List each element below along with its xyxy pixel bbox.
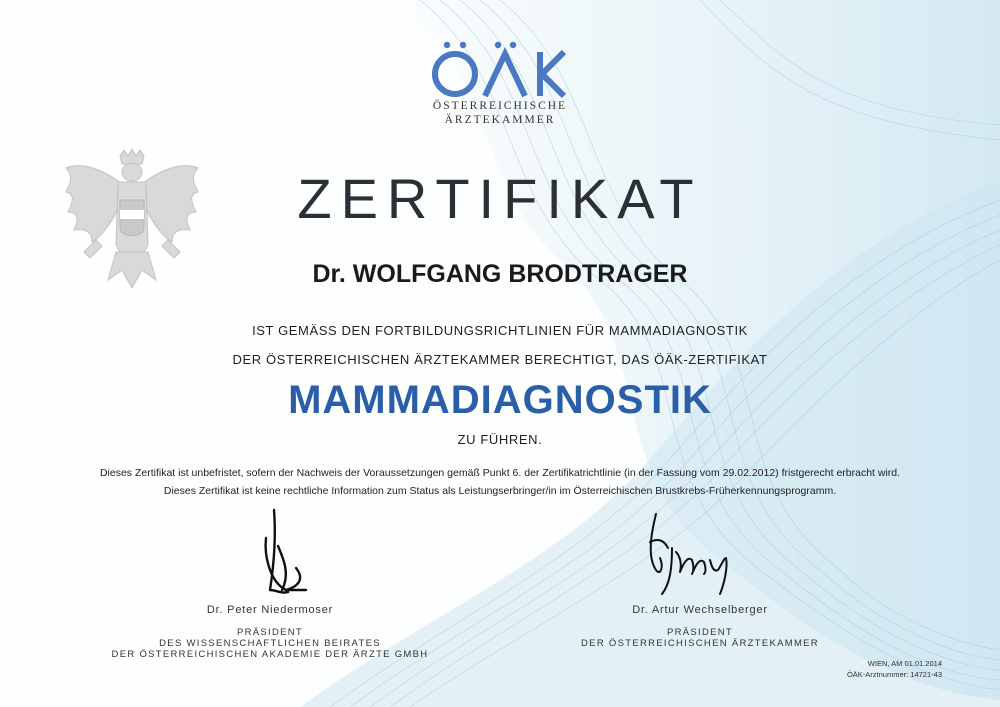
signatory-left-role-1: PRÄSIDENT: [236, 627, 304, 638]
issue-place-date: WIEN, AM 01.01.2014: [867, 659, 942, 668]
certificate-title: ZERTIFIKAT: [297, 167, 703, 230]
signature-right: [610, 508, 770, 598]
physician-number: ÖÄK-Arztnummer: 14721-43: [846, 670, 942, 679]
signatory-left-name: Dr. Peter Niedermoser: [206, 604, 334, 616]
validity-note: Dieses Zertifikat ist unbefristet, sofern der Nachweis der Voraussetzungen gemäß Punkt 6. der Zertifikatrichtlinie (in der Fassung vom 29.02.2012) fristgerecht erbracht wird.: [99, 467, 901, 479]
oeak-logo: [420, 40, 580, 130]
closing-text: ZU FÜHREN.: [457, 432, 543, 447]
signature-left: [230, 506, 350, 596]
signatory-right-role-1: PRÄSIDENT: [666, 627, 734, 638]
legal-note: Dieses Zertifikat ist keine rechtliche Information zum Status als Leistungserbringer/in im Österreichischen Brustkrebs-Früherkennungsprogramm.: [163, 485, 837, 497]
signatory-left-role-2: DES WISSENSCHAFTLICHEN BEIRATES: [159, 638, 381, 649]
certificate-subject: MAMMADIAGNOSTIK: [288, 378, 712, 422]
statement-line-1: IST GEMÄSS DEN FORTBILDUNGSRICHTLINIEN FÜR MAMMADIAGNOSTIK: [252, 323, 748, 338]
logo-text-line1: ÖSTERREICHISCHE: [432, 100, 568, 112]
oeak-logo-mark: [430, 40, 570, 98]
statement-line-2: DER ÖSTERREICHISCHEN ÄRZTEKAMMER BERECHTIGT, DAS ÖÄK-ZERTIFIKAT: [232, 352, 768, 367]
certificate-holder-name: Dr. WOLFGANG BRODTRAGER: [312, 260, 688, 288]
signatory-left-role-3: DER ÖSTERREICHISCHEN AKADEMIE DER ÄRZTE GMBH: [111, 649, 429, 660]
logo-text-line2: ÄRZTEKAMMER: [444, 114, 556, 126]
signatory-right-role-2: DER ÖSTERREICHISCHEN ÄRZTEKAMMER: [581, 638, 819, 649]
signatory-right-name: Dr. Artur Wechselberger: [632, 604, 768, 616]
